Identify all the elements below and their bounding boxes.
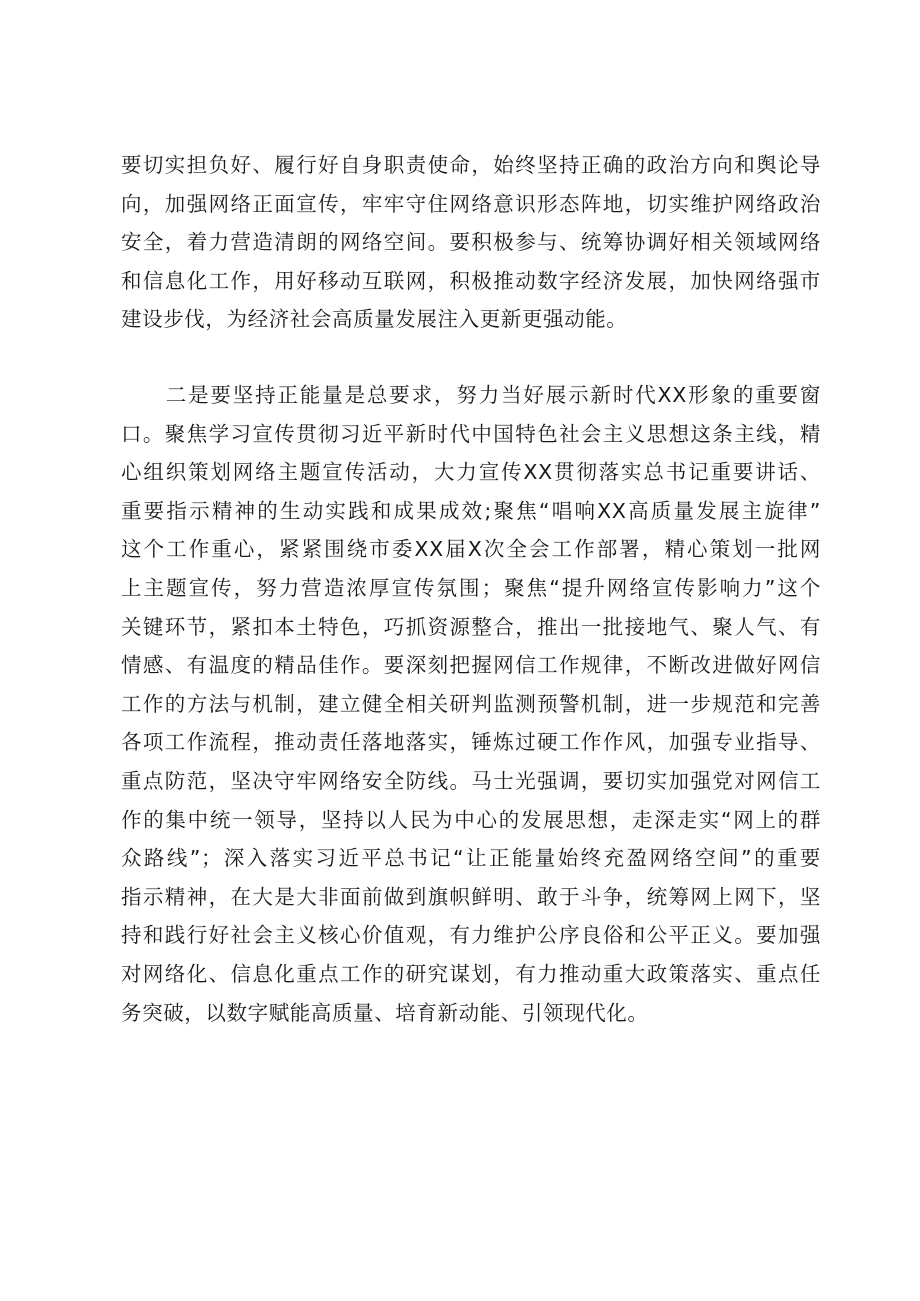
text-line: 心组织策划网络主题宣传活动，大力宣传XX贯彻落实总书记重要讲话、 (121, 460, 821, 485)
text-line: 对网络化、信息化重点工作的研究谋划，有力推动重大政策落实、重点任 (121, 961, 821, 986)
text-line: 关键环节，紧扣本土特色，巧抓资源整合，推出一批接地气、聚人气、有 (121, 614, 821, 639)
text-line: 各项工作流程，推动责任落地落实，锤炼过硬工作作风，加强专业指导、 (121, 730, 821, 755)
text-line: 口。聚焦学习宣传贯彻习近平新时代中国特色社会主义思想这条主线，精 (121, 421, 821, 446)
text-line: 安全，着力营造清朗的网络空间。要积极参与、统筹协调好相关领域网络 (121, 230, 821, 255)
text-line: 指示精神，在大是大非面前做到旗帜鲜明、敢于斗争，统筹网上网下，坚 (121, 884, 821, 909)
text-line: 建设步伐，为经济社会高质量发展注入更新更强动能。 (121, 307, 628, 332)
text-line: 重点防范，坚决守牢网络安全防线。马士光强调，要切实加强党对网信工 (121, 768, 821, 793)
paragraph-1 (121, 146, 821, 339)
text-line: 重要指示精神的生动实践和成果成效;聚焦“唱响XX高质量发展主旋律” (121, 498, 821, 523)
text-line: 情感、有温度的精品佳作。要深刻把握网信工作规律，不断改进做好网信 (121, 653, 821, 678)
text-line: 众路线”；深入落实习近平总书记“让正能量始终充盈网络空间”的重要 (121, 846, 821, 871)
text-line: 和信息化工作，用好移动互联网，积极推动数字经济发展，加快网络强市 (121, 268, 821, 293)
text-line: 二是要坚持正能量是总要求，努力当好展示新时代XX形象的重要窗 (121, 383, 821, 407)
text-line: 向，加强网络正面宣传，牢牢守住网络意识形态阵地，切实维护网络政治 (121, 191, 821, 216)
text-line: 持和践行好社会主义核心价值观，有力维护公序良俗和公平正义。要加强 (121, 923, 821, 948)
paragraph-2 (121, 376, 821, 1032)
text-line: 工作的方法与机制，建立健全相关研判监测预警机制，进一步规范和完善 (121, 691, 821, 716)
text-line: 作的集中统一领导，坚持以人民为中心的发展思想，走深走实“网上的群 (121, 807, 821, 832)
text-line: 要切实担负好、履行好自身职责使命，始终坚持正确的政治方向和舆论导 (121, 153, 821, 177)
text-line: 务突破，以数字赋能高质量、培育新动能、引领现代化。 (121, 1000, 649, 1025)
text-line: 上主题宣传，努力营造浓厚宣传氛围；聚焦“提升网络宣传影响力”这个 (121, 575, 821, 600)
text-line: 这个工作重心，紧紧围绕市委XX届X次全会工作部署，精心策划一批网 (121, 537, 821, 562)
